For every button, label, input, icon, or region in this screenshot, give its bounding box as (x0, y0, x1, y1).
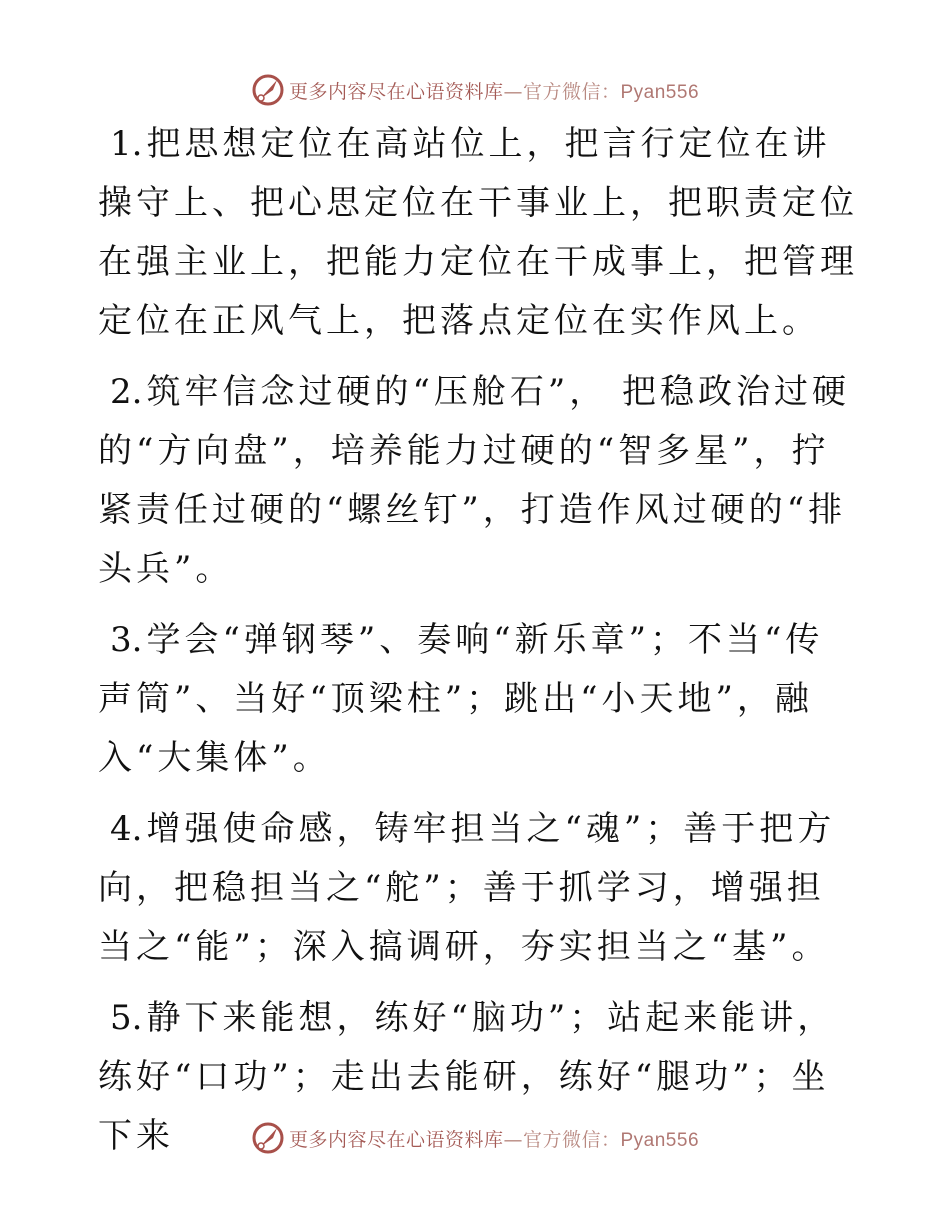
paragraph-5: 5. 静下来能想，练好“脑功”；站起来能讲，练好“口功”；走出去能研，练好“腿功”；坐下来 (98, 998, 836, 1156)
header-channel: 官方微信： (522, 80, 621, 103)
quill-logo-icon (251, 73, 285, 107)
paragraph-4: 4. 增强使命感，铸牢担当之“魂”；善于把方向，把稳担当之“舵”；善于抓学习，增强担当之“能”；深入搞调研，夯实担当之“基”。 (98, 809, 836, 967)
footer-brand: 更多内容尽在心语资料库 (288, 1128, 504, 1151)
footer-text (289, 1125, 699, 1152)
footer-wechat-id: Pyan556 (620, 1129, 700, 1151)
header-brand: 更多内容尽在心语资料库 (288, 80, 504, 103)
document-body (98, 115, 858, 1178)
quill-logo-icon (251, 1121, 285, 1155)
header-text (289, 77, 699, 104)
header-wechat-id: Pyan556 (620, 81, 700, 103)
footer-dash: — (503, 1128, 523, 1151)
paragraph-1: 1. 把思想定位在高站位上，把言行定位在讲操守上、把心思定位在干事业上，把职责定位在强主业上，把能力定位在干成事上，把管理定位在正风气上，把落点定位在实作风上。 (98, 124, 858, 341)
footer-banner (0, 1118, 950, 1158)
paragraph-2: 2. 筑牢信念过硬的“压舱石”， 把稳政治过硬的“方向盘”，培养能力过硬的“智多星”，拧紧责任过硬的“螺丝钉”，打造作风过硬的“排头兵”。 (98, 372, 851, 589)
header-dash: — (503, 80, 523, 103)
header-banner (0, 70, 950, 110)
footer-channel: 官方微信： (522, 1128, 621, 1151)
paragraph-3: 3. 学会“弹钢琴”、奏响“新乐章”；不当“传声筒”、当好“顶梁柱”；跳出“小天地”，融入“大集体”。 (98, 620, 824, 778)
